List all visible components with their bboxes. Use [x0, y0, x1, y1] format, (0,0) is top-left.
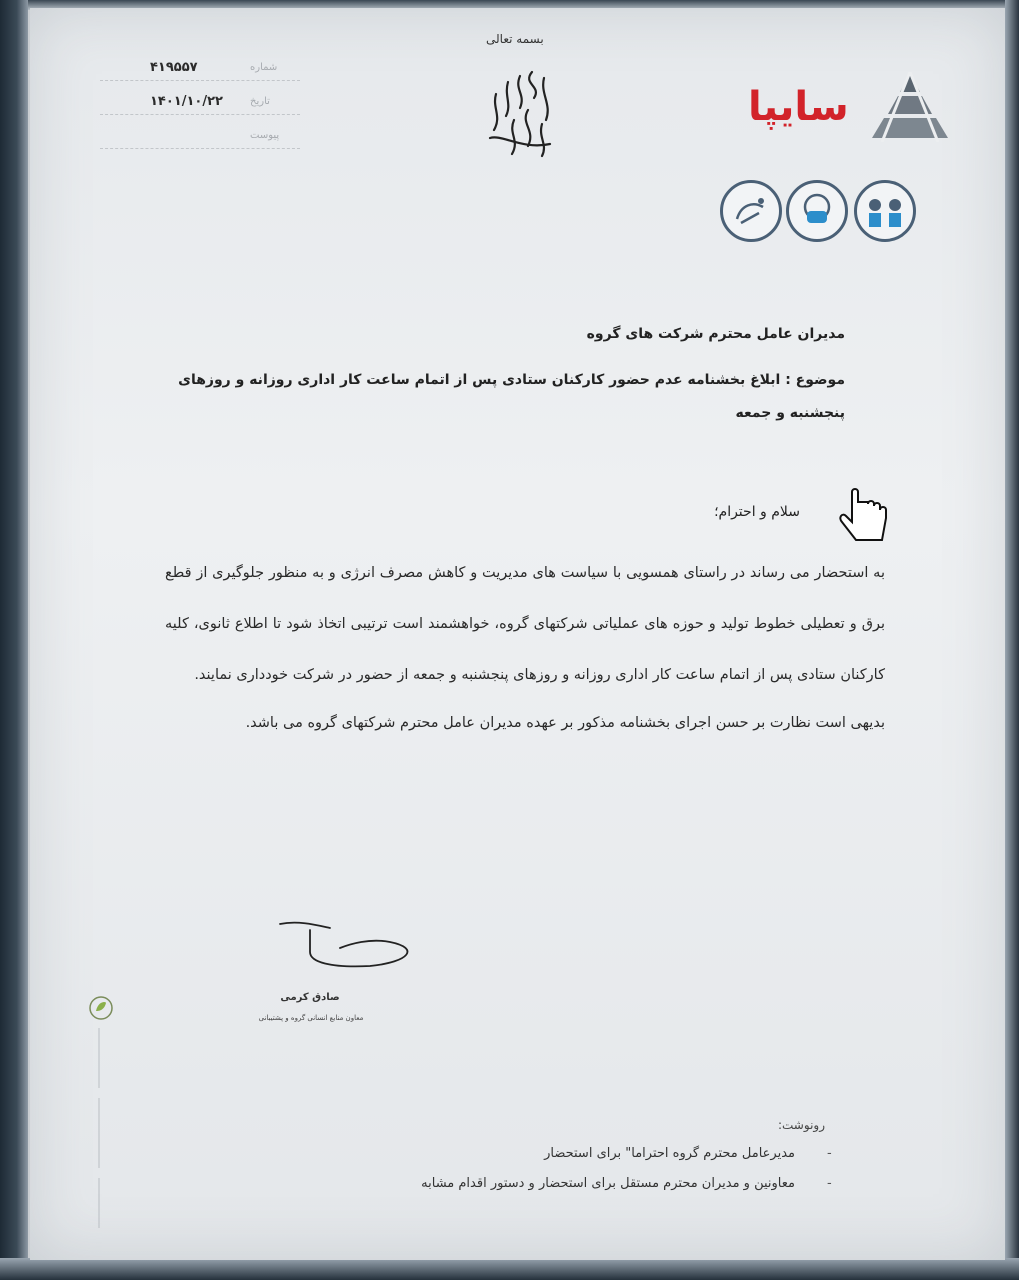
hand-pointer-cursor-icon: [838, 488, 892, 546]
monitor-bezel-left: [0, 0, 28, 1280]
letter-attachment-row: [100, 128, 300, 149]
signer-title: معاون منابع انسانی گروه و پشتیبانی: [258, 1014, 364, 1022]
hygiene-badge-handwash-icon: [720, 180, 782, 242]
cc-bullet: -: [827, 1146, 832, 1161]
slogan-calligraphy: [462, 64, 572, 164]
body-paragraph-2: بدیهی است نظارت بر حسن اجرای بخشنامه مذکور بر عهده مدیران عامل محترم شرکتهای گروه می باشد.: [245, 715, 885, 731]
monitor-bezel-right: [1005, 0, 1019, 1280]
greeting: سلام و احترام؛: [714, 504, 800, 520]
letter-page: [30, 8, 1005, 1260]
hygiene-badge-mask-icon: [786, 180, 848, 242]
subject-line-1: موضوع : ابلاغ بخشنامه عدم حضور کارکنان ستادی پس از اتمام ساعت کار اداری روزانه و روزهای: [178, 372, 845, 388]
cc-bullet: -: [827, 1176, 832, 1191]
leaf-icon: [88, 993, 114, 1023]
letter-number-row: [100, 60, 300, 81]
basmala: بسمه تعالی: [486, 32, 544, 46]
letter-number-label: شماره: [250, 62, 278, 73]
subject-line-2: پنجشنبه و جمعه: [735, 405, 845, 421]
cc-title: رونوشت:: [777, 1118, 825, 1132]
subject: [145, 364, 845, 430]
monitor-bezel-bottom: [0, 1258, 1019, 1280]
cc-item-1: مدیرعامل محترم گروه احتراما" برای استحضار: [544, 1146, 795, 1161]
letter-body: [165, 548, 885, 745]
cc-item-2: معاونین و مدیران محترم مستقل برای استحضار و دستور اقدام مشابه: [421, 1176, 795, 1191]
body-paragraph-1: به استحضار می رساند در راستای همسویی با سیاست های مدیریت و کاهش مصرف انرژی و به منظور جلوگیری از قطع برق و تعطیلی خطوط تولید و حوزه های عملیاتی شرکتهای گروه، خواهشمند است ترتیبی اتخاذ شود تا اطلاع ثانوی، کلیه کارکنان ستادی پس از اتمام ساعت کار اداری روزانه و روزهای پنجشنبه و جمعه از حضور در شرکت خودداری نمایند.: [165, 565, 885, 683]
letter-date: ۱۴۰۱/۱۰/۲۲: [150, 94, 223, 109]
letter-date-row: [100, 94, 300, 115]
letter-date-label: تاریخ: [250, 96, 270, 107]
handwritten-signature: [270, 918, 420, 988]
company-logo-text: سایپا: [748, 84, 849, 130]
footer-vertical-text-decoration: [92, 1028, 106, 1228]
letter-attachment-label: پیوست: [250, 130, 280, 141]
hygiene-badge-distance-icon: [854, 180, 916, 242]
saipa-logo-icon: [870, 72, 950, 142]
letter-number: ۴۱۹۵۵۷: [150, 60, 198, 75]
addressee: مدیران عامل محترم شرکت های گروه: [586, 326, 845, 342]
signer-name: صادق کرمی: [280, 992, 340, 1003]
